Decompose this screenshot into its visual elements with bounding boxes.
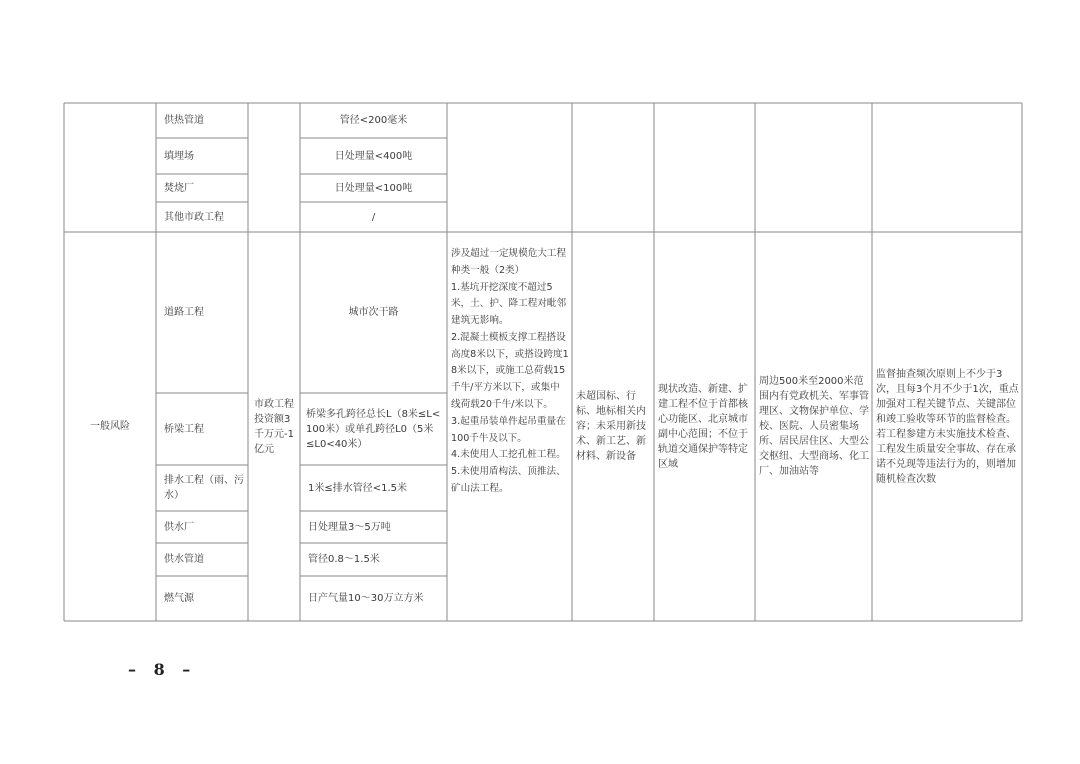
table-cell-type: 其他市政工程 bbox=[164, 211, 224, 223]
table-cell-type: 供水管道 bbox=[164, 554, 204, 565]
table-cell-threshold: 1米≤排水管径<1.5米 bbox=[308, 482, 408, 494]
location-cell: 现状改造、新建、扩建工程不位于首都核心功能区、北京城市副中心范围；不位于轨道交通保护等特定区域 bbox=[658, 383, 748, 470]
table-cell-type: 排水工程（雨、污水） bbox=[164, 475, 244, 501]
risk-level-cell: 一般风险 bbox=[90, 421, 130, 432]
table-cell-threshold: 管径0.8～1.5米 bbox=[308, 554, 380, 565]
table-cell-type: 道路工程 bbox=[164, 307, 204, 318]
table-cell-threshold: 日处理量3～5万吨 bbox=[308, 521, 391, 533]
table-cell-type: 桥梁工程 bbox=[164, 423, 204, 435]
table-cell-type: 供水厂 bbox=[164, 521, 194, 533]
table-cell-threshold: 日产气量10～30万立方米 bbox=[308, 593, 424, 604]
table-cell-threshold: 日处理量<100吨 bbox=[334, 182, 413, 194]
surroundings-cell: 周边500米至2000米范围内有党政机关、军事管理区、文物保护单位、学校、医院、人员密集场所、居民居住区、大型公交枢纽、大型商场、化工厂、加油站等 bbox=[759, 376, 869, 477]
table-cell-threshold: 桥梁多孔跨径总长L（8米≤L<100米）或单孔跨径L0（5米≤L0<40米） bbox=[306, 408, 441, 450]
table-cell-threshold: / bbox=[371, 211, 376, 223]
table-cell-threshold: 管径<200毫米 bbox=[339, 115, 408, 126]
table-cell-threshold: 日处理量<400吨 bbox=[334, 150, 413, 162]
table-cell-threshold: 城市次干路 bbox=[348, 307, 399, 318]
table-cell-type: 焚烧厂 bbox=[164, 182, 194, 194]
table-cell-type: 供热管道 bbox=[164, 115, 204, 126]
hazard-criteria-cell: 涉及超过一定规模危大工程种类一般（2类） 1.基坑开挖深度不超过5米，土、护、降工程对毗邻建筑无影响。 2.混凝土模板支撑工程搭设高度8米以下，或搭设跨度18米以下，或施工总荷载15千牛/平方米以下，或集中线荷载20千牛/米以下。 3.起重吊装单件起吊重量在100千牛及以下。 4.未使用人工挖孔桩工程。 5.未使用盾构法、顶推法、矿山法工程。 bbox=[451, 248, 569, 494]
page-number: – 8 – bbox=[128, 660, 197, 679]
table-cell-type: 燃气源 bbox=[164, 593, 194, 604]
investment-cell: 市政工程投资额3千万元-1亿元 bbox=[254, 398, 294, 455]
supervision-cell: 监督抽查频次原则上不少于3次，且每3个月不少于1次，重点加强对工程关键节点、关键部位和竣工验收等环节的监督检查。若工程参建方未实施技术检查、工程发生质量安全事故、存在承诺不兑现等违法行为的，则增加随机检查次数 bbox=[876, 368, 1019, 485]
technology-cell: 未超国标、行标、地标相关内容；未采用新技术、新工艺、新材料、新设备 bbox=[576, 391, 646, 462]
table-cell-type: 填埋场 bbox=[164, 150, 194, 162]
